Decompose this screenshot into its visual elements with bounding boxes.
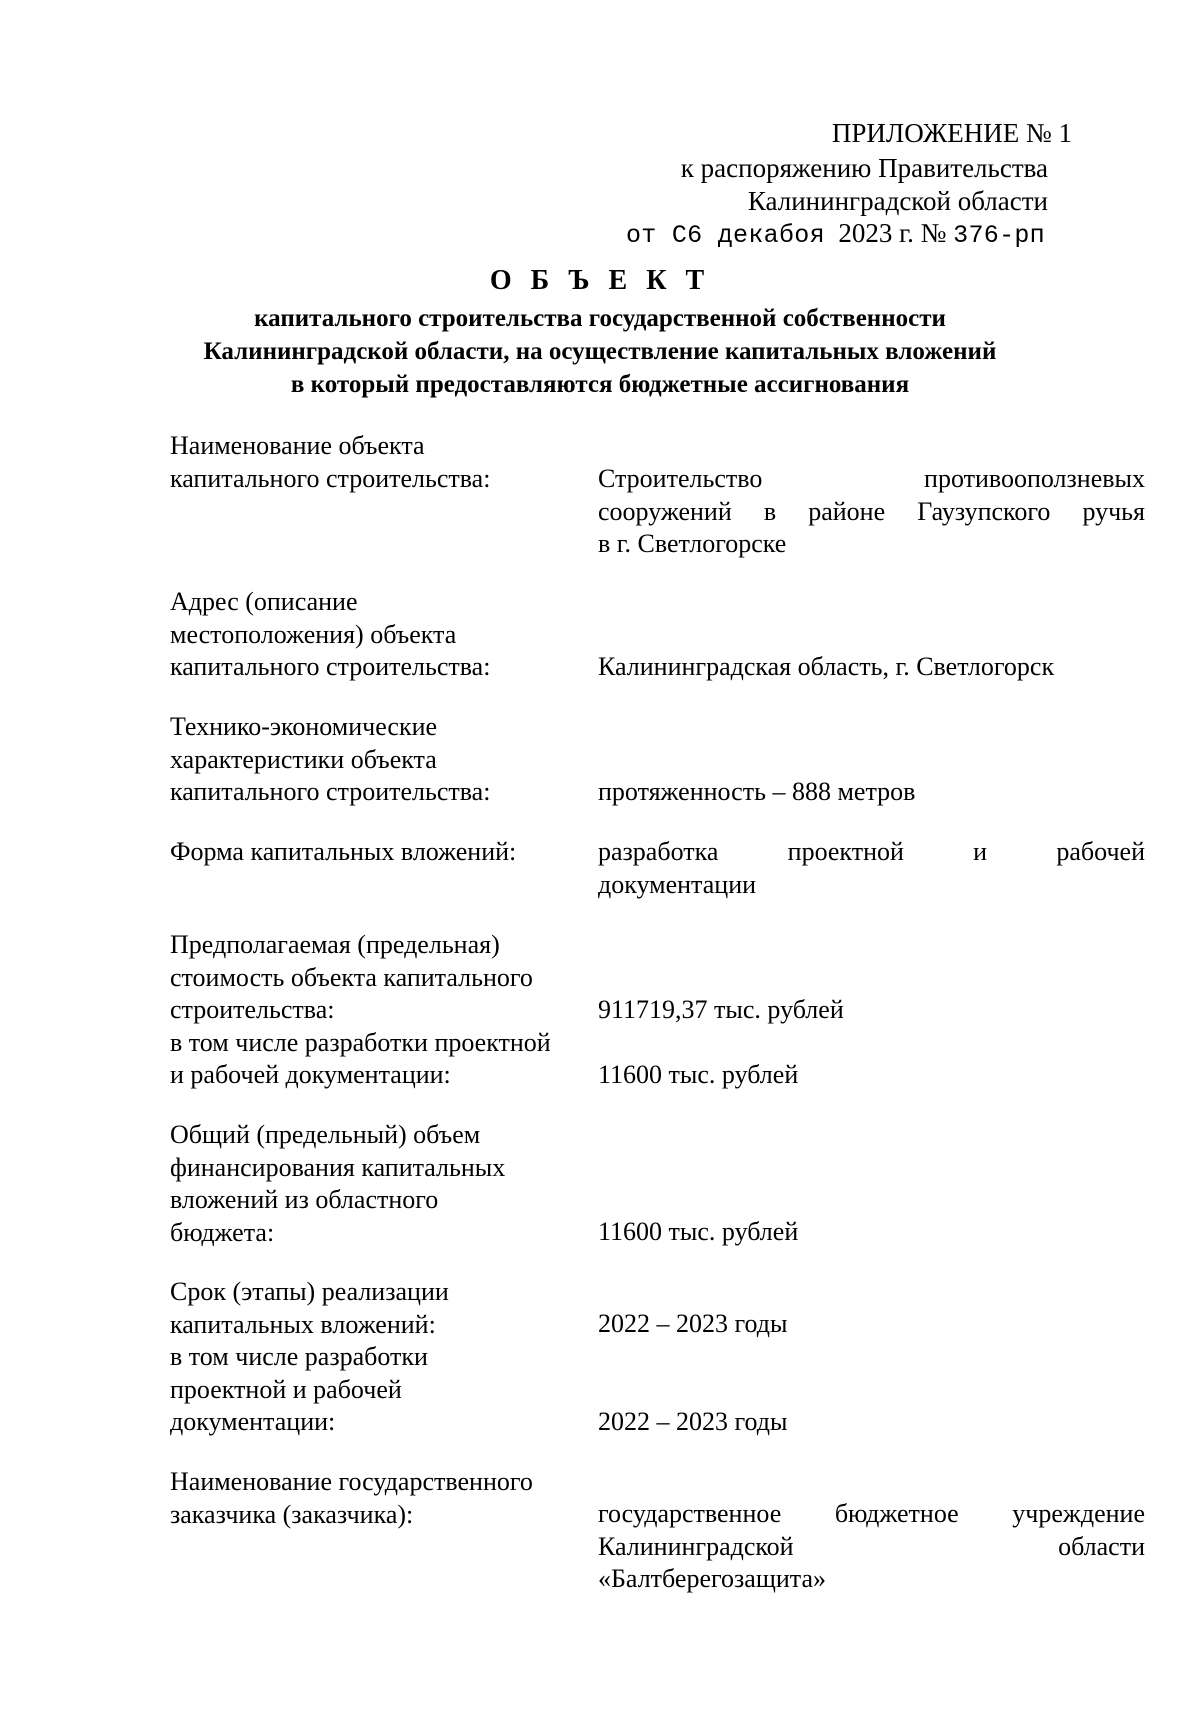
object-name-value-line-3: в г. Светлогорске (598, 529, 787, 558)
object-name-value-line-2: сооружений в районе Гаузупского ручья (598, 496, 1145, 526)
implementation-term-label: Срок (этапы) реализации капитальных вложений: в том числе разработки проектной и рабочей документации: (170, 1277, 449, 1436)
state-customer-value-line-2: Калининградской области (598, 1531, 1145, 1561)
technical-characteristics-value: протяженность – 888 метров (598, 777, 916, 806)
state-customer-value (598, 1498, 1145, 1596)
appendix-year: 2023 г. № (838, 218, 947, 248)
state-customer-label: Наименование государственного заказчика (заказчика): (170, 1467, 533, 1529)
object-name-value (598, 463, 1145, 561)
investment-form-value-line-2: документации (598, 869, 757, 899)
object-name-value-line-1: Строительство противооползневых (598, 464, 1145, 493)
appendix-region-line: Калининградской области (747, 186, 1048, 216)
appendix-number: 376-рп (953, 221, 1045, 250)
design-cost-value: 11600 тыс. рублей (598, 1060, 799, 1089)
state-customer-value-line-3: «Балтберегозащита» (598, 1564, 826, 1593)
design-term-value: 2022 – 2023 годы (598, 1407, 788, 1436)
document-subtitle-line-1: капитального строительства государственной собственности (254, 305, 946, 332)
implementation-term-value: 2022 – 2023 годы (598, 1309, 788, 1338)
financing-volume-label: Общий (предельный) объем финансирования капитальных вложений из областного бюджета: (170, 1120, 506, 1247)
estimated-cost-label: Предполагаемая (предельная) стоимость объекта капитального строительства: в том числе разработки проектной и рабочей документации: (170, 930, 551, 1089)
document-subtitle-line-2: Калининградской области, на осуществление капитальных вложений (203, 338, 997, 365)
object-name-label: Наименование объекта капитального строительства: (170, 431, 491, 493)
investment-form-label: Форма капитальных вложений: (170, 837, 517, 866)
financing-volume-value: 11600 тыс. рублей (598, 1217, 799, 1246)
address-value: Калининградская область, г. Светлогорск (598, 652, 1055, 681)
document-subtitle-line-3: в который предоставляются бюджетные ассигнования (290, 371, 910, 398)
technical-characteristics-label: Технико-экономические характеристики объекта капитального строительства: (170, 712, 491, 806)
address-label: Адрес (описание местоположения) объекта капитального строительства: (170, 587, 491, 681)
document-title: О Б Ъ Е К Т (489, 265, 711, 296)
appendix-decree-line: к распоряжению Правительства (680, 153, 1048, 183)
investment-form-value-line-1: разработка проектной и рабочей (598, 837, 1145, 866)
estimated-cost-value: 911719,37 тыс. рублей (598, 995, 844, 1024)
state-customer-value-line-1: государственное бюджетное учреждение (598, 1499, 1145, 1528)
appendix-date-number-line (626, 217, 1045, 252)
appendix-title: ПРИЛОЖЕНИЕ № 1 (831, 118, 1072, 148)
investment-form-value (598, 836, 1145, 901)
appendix-date: от С6 декабоя (625, 221, 825, 250)
